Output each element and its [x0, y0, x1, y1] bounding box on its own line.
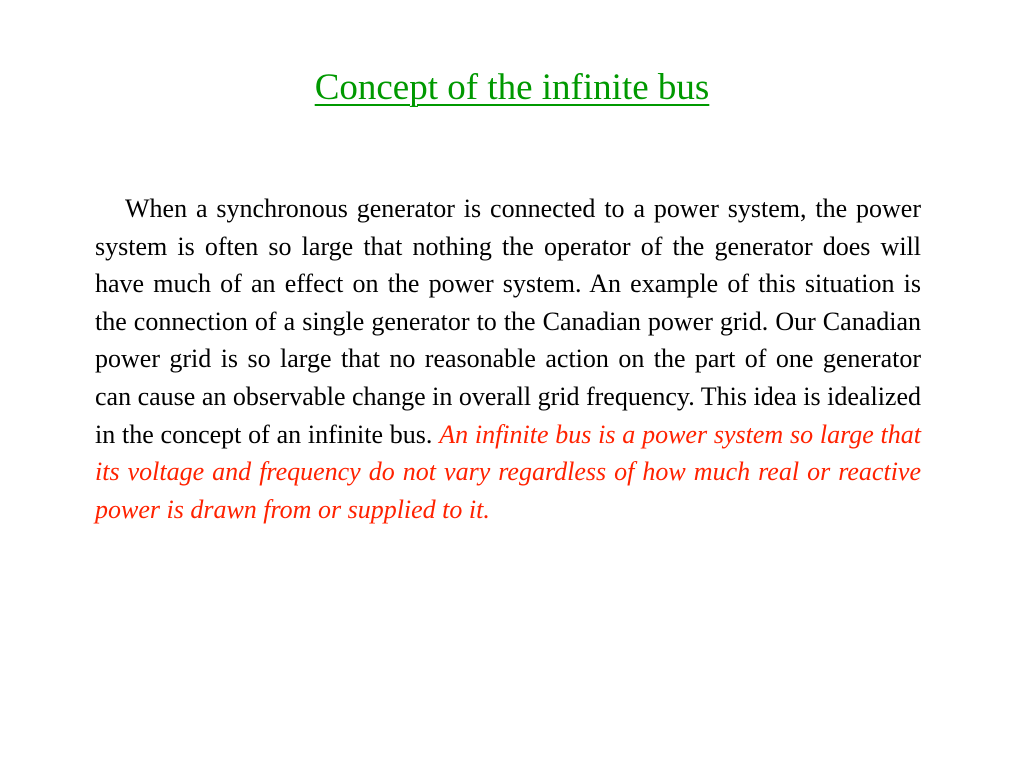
emphasis-definition-text: An infinite bus is a power system so large that its voltage and frequency do not vary regardless of how much real or reactive power is drawn from or supplied to it.	[95, 419, 921, 524]
body-paragraph	[95, 190, 921, 528]
slide-title: Concept of the infinite bus	[314, 67, 710, 108]
body-normal-text: When a synchronous generator is connected to a power system, the power system is often so large that nothing the operator of the generator does will have much of an effect on the power system. An example of this situation is the connection of a single generator to the Canadian power grid. Our Canadian power grid is so large that no reasonable action on the part of one generator can cause an observable change in overall grid frequency. This idea is idealized in the concept of an infinite bus.	[95, 194, 921, 449]
